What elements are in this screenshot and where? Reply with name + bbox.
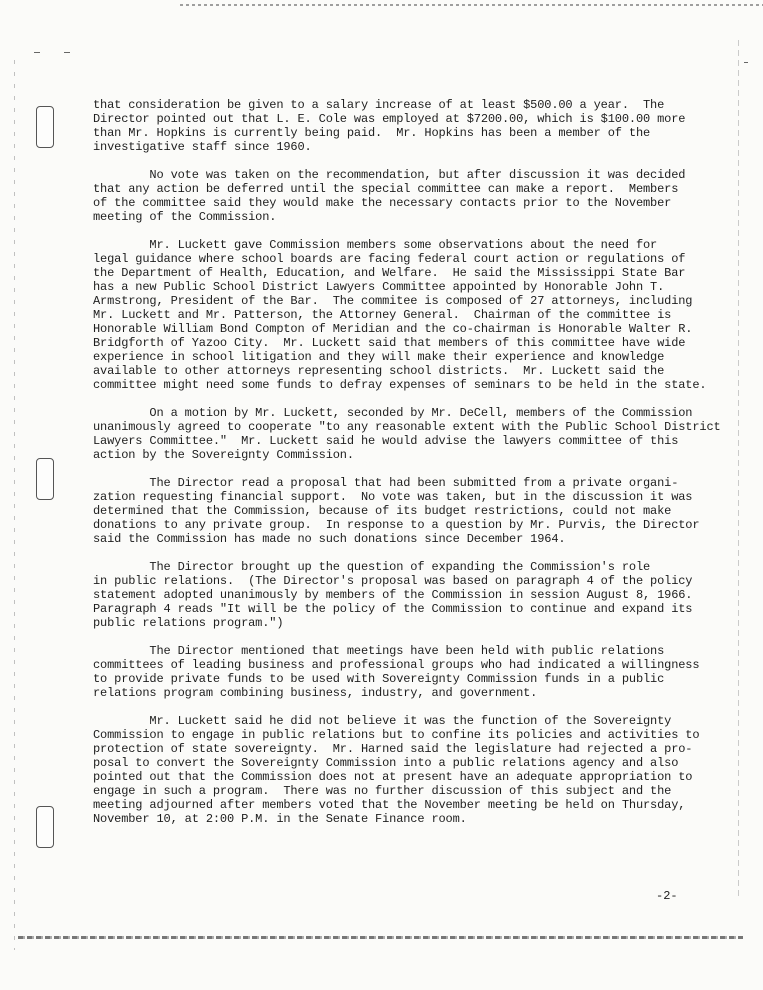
punch-hole-top [36, 106, 54, 148]
text-line: that consideration be given to a salary increase of at least $500.00 a year. The [93, 98, 665, 112]
text-line: donations to any private group. In response to a question by Mr. Purvis, the Director [93, 518, 700, 532]
text-line: statement adopted unanimously by members of the Commission in session August 8, 1966. [93, 588, 693, 602]
text-line: in public relations. (The Director's proposal was based on paragraph 4 of the policy [93, 574, 693, 588]
text-line: said the Commission has made no such donations since December 1964. [93, 532, 566, 546]
paragraph [93, 560, 718, 630]
punch-hole-middle [36, 458, 54, 500]
text-line: determined that the Commission, because of its budget restrictions, could not make [93, 504, 672, 518]
scan-edge-top [180, 4, 763, 6]
text-line: committee might need some funds to defray expenses of seminars to be held in the state. [93, 378, 707, 392]
text-line: that any action be deferred until the special committee can make a report. Members [93, 182, 679, 196]
text-line: action by the Sovereignty Commission. [93, 448, 354, 462]
paragraph [93, 238, 718, 392]
text-line: Armstrong, President of the Bar. The commitee is composed of 27 attorneys, including [93, 294, 693, 308]
text-line: Bridgforth of Yazoo City. Mr. Luckett said that members of this committee have wide [93, 336, 686, 350]
paragraph [93, 98, 718, 154]
page-number: -2- [656, 889, 678, 903]
text-line: legal guidance where school boards are facing federal court action or regulations of [93, 252, 686, 266]
scan-mark [744, 62, 748, 63]
text-line: available to other attorneys representing school districts. Mr. Luckett said the [93, 364, 665, 378]
text-line: the Department of Health, Education, and Welfare. He said the Mississippi State Bar [93, 266, 686, 280]
scan-edge-bottom [18, 936, 743, 939]
document-body [93, 98, 721, 840]
text-line: No vote was taken on the recommendation, but after discussion it was decided [93, 168, 686, 182]
text-line: relations program combining business, industry, and government. [93, 686, 538, 700]
text-line: of the committee said they would make the necessary contacts prior to the November [93, 196, 672, 210]
text-line: than Mr. Hopkins is currently being paid. Mr. Hopkins has been a member of the [93, 126, 651, 140]
text-line: investigative staff since 1960. [93, 140, 312, 154]
text-line: has a new Public School District Lawyers Committee appointed by Honorable John T. [93, 280, 665, 294]
text-line: public relations program.") [93, 616, 284, 630]
paragraph [93, 476, 718, 546]
text-line: Lawyers Committee." Mr. Luckett said he would advise the lawyers committee of this [93, 434, 679, 448]
text-line: The Director brought up the question of expanding the Commission's role [93, 560, 651, 574]
text-line: meeting of the Commission. [93, 210, 277, 224]
text-line: Mr. Luckett gave Commission members some observations about the need for [93, 238, 658, 252]
text-line: posal to convert the Sovereignty Commission into a public relations agency and also [93, 756, 679, 770]
scan-mark [34, 52, 40, 53]
text-line: The Director read a proposal that had been submitted from a private organi- [93, 476, 679, 490]
text-line: November 10, at 2:00 P.M. in the Senate Finance room. [93, 812, 467, 826]
text-line: The Director mentioned that meetings have been held with public relations [93, 644, 665, 658]
text-line: zation requesting financial support. No vote was taken, but in the discussion it was [93, 490, 693, 504]
paragraph [93, 406, 721, 462]
text-line: experience in school litigation and they will make their experience and knowledge [93, 350, 665, 364]
text-line: Mr. Luckett and Mr. Patterson, the Attorney General. Chairman of the committee is [93, 308, 672, 322]
text-line: Paragraph 4 reads "It will be the policy of the Commission to continue and expand its [93, 602, 693, 616]
text-line: pointed out that the Commission does not at present have an adequate appropriation to [93, 770, 693, 784]
text-line: unanimously agreed to cooperate "to any reasonable extent with the Public School District [93, 420, 721, 434]
paragraph [93, 168, 718, 224]
text-line: to provide private funds to be used with Sovereignty Commission funds in a public [93, 672, 665, 686]
paragraph [93, 714, 718, 826]
text-line: Mr. Luckett said he did not believe it was the function of the Sovereignty [93, 714, 672, 728]
text-line: protection of state sovereignty. Mr. Harned said the legislature had rejected a pro- [93, 742, 693, 756]
text-line: committees of leading business and professional groups who had indicated a willingness [93, 658, 700, 672]
text-line: engage in such a program. There was no further discussion of this subject and the [93, 784, 672, 798]
scan-edge-right [738, 40, 739, 900]
text-line: Honorable William Bond Compton of Meridian and the co-chairman is Honorable Walter R. [93, 322, 693, 336]
scan-edge-left [14, 60, 15, 950]
text-line: Commission to engage in public relations but to confine its policies and activities to [93, 728, 700, 742]
punch-hole-bottom [36, 806, 54, 848]
text-line: On a motion by Mr. Luckett, seconded by Mr. DeCell, members of the Commission [93, 406, 693, 420]
text-line: Director pointed out that L. E. Cole was employed at $7200.00, which is $100.00 more [93, 112, 686, 126]
text-line: meeting adjourned after members voted that the November meeting be held on Thursday, [93, 798, 686, 812]
scan-mark [64, 52, 70, 53]
paragraph [93, 644, 718, 700]
